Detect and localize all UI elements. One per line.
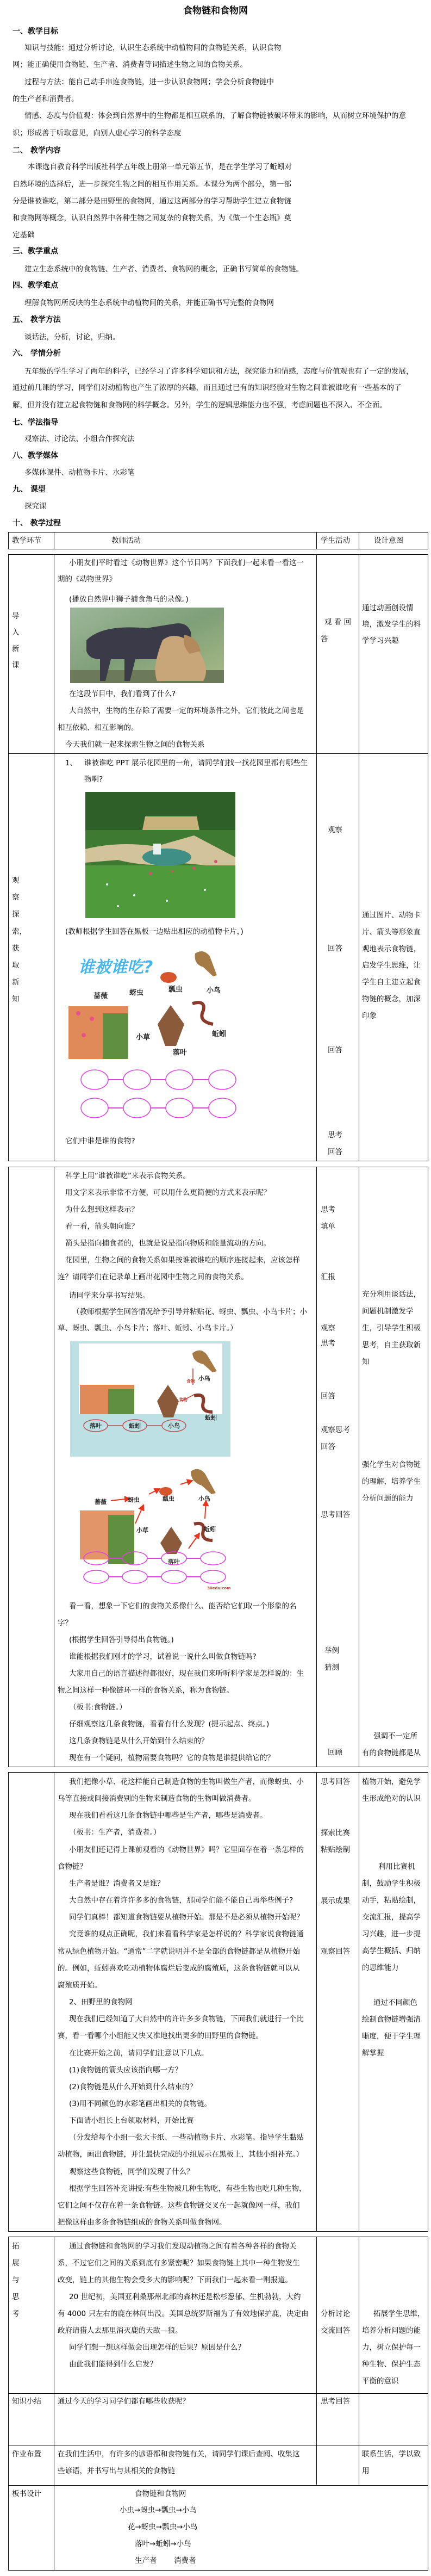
chain-slot-circle bbox=[81, 1070, 108, 1089]
section-heading: 八、教学媒体 bbox=[13, 451, 58, 460]
chain-slot-circle bbox=[209, 1098, 236, 1118]
empty-food-chain-circles bbox=[76, 1066, 239, 1120]
page-title: 食物链和食物网 bbox=[183, 5, 248, 16]
section-heading: 五、 教学方法 bbox=[13, 315, 61, 324]
text-line: 通过食物链和食物网的学习我们发现动植物之间有着各种各样的食物关 bbox=[69, 2242, 297, 2251]
design-line: 利用比赛机 bbox=[378, 1862, 415, 1871]
text-line: （分发给每个小组一张大卡纸、一些动植物卡片、水彩笔。指导学生黏贴 bbox=[69, 2133, 304, 2142]
text-line: 改变，链上的其他生物会受多大的影响呢？下面我们一起来看一则报道。 bbox=[58, 2276, 292, 2284]
design-line: 培养分析问题的能 bbox=[362, 2326, 421, 2335]
design-line: 强调不一定所 bbox=[373, 1732, 417, 1741]
text-line: （板书:食物链。） bbox=[69, 1703, 127, 1712]
board-producer: 生产者 bbox=[135, 2556, 157, 2565]
text-line: 看一看，箭头朝向谁？ bbox=[65, 1222, 139, 1231]
design-line: 学生自主建立起食 bbox=[362, 978, 421, 987]
design-text bbox=[362, 1286, 421, 1371]
text-line: 花园里，生物之间的食物关系如果按谁被谁吃的顺序连接起来，应该怎样 bbox=[65, 1256, 300, 1265]
web-label: 小鸟 bbox=[198, 1495, 210, 1502]
chain-arrow-label: 食物 bbox=[186, 1379, 195, 1384]
text-line: 理解食物网所反映的生态系统中动植物间的关系，并能正确书写完整的食物网 bbox=[24, 299, 274, 307]
design-line: 种生物、保护生态 bbox=[362, 2360, 421, 2369]
text-line: （板书：生产者，消费者。） bbox=[69, 1828, 161, 1837]
section-heading: 二、 教学内容 bbox=[13, 146, 61, 155]
design-text bbox=[362, 1728, 421, 1762]
text-line: 些谚语，并书写出与其相关的食物链 bbox=[58, 2467, 175, 2475]
design-line: 强化学生对食物链 bbox=[362, 1460, 421, 1469]
stage-label: 拓展与思考 bbox=[12, 2242, 20, 2318]
chain-node: 小鸟 bbox=[168, 1422, 180, 1429]
card-label: 小草 bbox=[136, 1033, 151, 1042]
section-heading: 四、教学难点 bbox=[13, 281, 58, 290]
design-line: 拓展学生思维， bbox=[373, 2309, 425, 2318]
food-chain-example-image bbox=[70, 1341, 230, 1457]
board-title: 食物链和食物网 bbox=[135, 2490, 186, 2498]
text-line: 常从绿色植物开始。“通常”二字就说明并不是全部的食物链都是从植物开始 bbox=[58, 1947, 300, 1956]
design-line: 通过动画创设情 bbox=[362, 604, 414, 612]
student-activity: 观察 bbox=[321, 1324, 335, 1333]
chain-slot-circle bbox=[166, 1070, 193, 1089]
stage-label: 作业布置 bbox=[12, 2450, 41, 2459]
design-line: 制，鼓励学生积极 bbox=[362, 1879, 421, 1888]
text-line: 腐殖质开始。 bbox=[58, 1980, 102, 1990]
design-line: 联系生活，学以致 bbox=[362, 2450, 421, 2459]
section-heading: 三、教学重点 bbox=[13, 247, 58, 256]
header-student: 学生活动 bbox=[321, 536, 350, 545]
garden-photo bbox=[85, 792, 235, 918]
text-line: 我们把像小草、花这样能自己制造食物的生物叫做生产者，而像蚜虫、小 bbox=[69, 1778, 304, 1786]
chain-slot-circle bbox=[123, 1070, 151, 1089]
stage-label: 知识小结 bbox=[12, 2397, 41, 2406]
design-text bbox=[362, 1995, 421, 2062]
text-line: 的生产者和消费者。 bbox=[13, 95, 79, 103]
chain-slot-circle bbox=[209, 1070, 236, 1089]
text-line: 为什么想到这样表示？ bbox=[65, 1205, 139, 1214]
student-activity: 探索比赛 bbox=[321, 1829, 350, 1837]
student-activity: 汇报 bbox=[321, 1273, 335, 1281]
text-line: 大自然中存在着许许多多的食物链，那同学们能不能自己再举些例子? bbox=[69, 1896, 293, 1905]
design-text bbox=[362, 1859, 421, 1977]
web-label: 蚜虫 bbox=[128, 1496, 140, 1503]
student-activity: 交流回答 bbox=[321, 2326, 350, 2335]
board-chain: 花→蚜虫→瓢虫→小鸟 bbox=[128, 2523, 198, 2531]
text-line: 本课选自教育科学出版社科学五年级上册第一单元第五节，是在学生学习了蚯蚓对 bbox=[28, 163, 292, 171]
text-line: 相互依赖、相互影响的。 bbox=[58, 723, 139, 732]
table-header bbox=[8, 532, 428, 549]
design-line: 生，引导学生积极 bbox=[362, 1324, 421, 1333]
student-activity: 观察回答 bbox=[321, 1947, 350, 1956]
text-line: 字？ bbox=[58, 1619, 72, 1627]
text-line: 期的《动物世界》 bbox=[58, 575, 116, 584]
text-line: 同学们真棒！都知道食物链要从植物开始。那是不是必须从植物开始呢？ bbox=[69, 1913, 304, 1922]
design-text bbox=[362, 2306, 425, 2390]
text-line: 多媒体课件、动植物卡片、水彩笔 bbox=[24, 468, 135, 477]
board-consumer: 消费者 bbox=[174, 2556, 196, 2565]
student-activity: 思考回答 bbox=[321, 2397, 350, 2406]
student-activity: 粘贴绘制 bbox=[321, 1846, 350, 1854]
text-line: 物之间这样一种像链环一样的食物关系，称为食物链。 bbox=[58, 1686, 234, 1695]
text-line: 谈话法，分析，讨论，归纳。 bbox=[24, 333, 120, 342]
design-line: 分析问题的能力 bbox=[362, 1494, 414, 1503]
text-line: 现在我们看看这几条食物链中哪些是生产者，哪些是消费者。 bbox=[69, 1811, 267, 1820]
text-line: 知识与技能：通过分析讨论，认识生态系统中动植物间的食物链关系，认识食物 bbox=[24, 44, 282, 52]
chain-node: 蚯蚓 bbox=[129, 1422, 141, 1429]
design-line: 解掌握 bbox=[362, 2049, 384, 2058]
text-line: 在比赛开始之前，请同学们注意以下几点。 bbox=[69, 2048, 209, 2058]
stage-label: 导入新课 bbox=[12, 612, 20, 670]
chain-slot-circle bbox=[166, 1098, 193, 1118]
section-heading: 七、学法指导 bbox=[13, 418, 58, 427]
text-line: (2)食物链是从什么开始到什么结束的？ bbox=[69, 2082, 197, 2091]
text-line: (1)食物链的箭头应该指向哪一方？ bbox=[69, 2065, 183, 2075]
design-line: 绘制食物链增强清 bbox=[362, 2015, 421, 2024]
text-line: 小朋友们还记得上课前观看的《动物世界》吗？它里面存在着一条怎样的 bbox=[69, 1845, 304, 1854]
design-line: 植物开始，避免学 bbox=[362, 1778, 421, 1786]
section-heading: 十、 教学过程 bbox=[13, 519, 61, 528]
student-activity: 填单 bbox=[321, 1222, 335, 1231]
web-label: 瓢虫 bbox=[163, 1495, 174, 1502]
text-line: 现在有一个疑问，植物需要食物吗？它的食物是谁提供给它的？ bbox=[69, 1754, 274, 1762]
text-line: 今天我们就一起来探索生物之间的食物关系 bbox=[65, 740, 205, 749]
text-line: 草、蚜虫、瓢虫、小鸟卡片；落叶、蚯蚓、小鸟卡片。） bbox=[58, 1324, 238, 1333]
teacher-text bbox=[58, 1774, 315, 2231]
student-activity: 思考 bbox=[328, 1131, 342, 1140]
text-line: 物啊? bbox=[84, 775, 103, 784]
food-web-image bbox=[70, 1467, 230, 1592]
design-line: 境，激发学生的科 bbox=[362, 620, 421, 629]
text-line: 看一看，想象一下它们的食物关系像什么、能否给它们取一个形象的名 bbox=[69, 1602, 297, 1611]
header-design: 设计意图 bbox=[374, 536, 403, 545]
teacher-text bbox=[58, 1598, 304, 1767]
text-line: 下面请小组长上台领取材料，开始比赛 bbox=[69, 2116, 194, 2126]
stage-label: 观察探索，获取新知 bbox=[12, 876, 27, 1004]
text-line: 谁被谁吃 PPT 展示花园里的一角，请同学们找一找花园里都有哪些生 bbox=[84, 759, 308, 767]
web-label: 蚯蚓 bbox=[204, 1526, 216, 1533]
text-line: 科学上用“谁被谁吃”来表示食物关系。 bbox=[65, 1172, 190, 1180]
text-line: 根据学生回答补充讲授:有些生物被几种生物吃，有些生物也吃几种生物， bbox=[69, 2184, 307, 2193]
design-line: 观地表示食物链， bbox=[362, 944, 421, 953]
card-label: 蔷薇 bbox=[93, 992, 108, 1000]
web-label: 小草 bbox=[136, 1527, 148, 1534]
student-activity: 答 bbox=[321, 635, 328, 643]
card-title: 谁被谁吃? bbox=[78, 958, 153, 977]
design-line: 生形成绝对的认识 bbox=[362, 1794, 421, 1803]
text-line: 由此我们能得到什么启发？ bbox=[69, 2360, 157, 2369]
text-line: 建立生态系统中的食物链、生产者、消费者、食物网的概念，正确书写简单的食物链。 bbox=[24, 265, 303, 274]
text-line: 生产者是谁？消费者又是谁？ bbox=[69, 1879, 165, 1888]
design-line: 动手，粘贴绘制， bbox=[362, 1896, 421, 1905]
chain-slot-circle bbox=[201, 1552, 226, 1565]
student-activity: 回答 bbox=[328, 1046, 342, 1055]
design-line: 高学生概括、归纳 bbox=[362, 1947, 421, 1955]
board-chain: 落叶→蚯蚓→小鸟 bbox=[135, 2540, 191, 2548]
header-teacher: 教师活动 bbox=[111, 536, 141, 545]
student-activity: 回顾 bbox=[328, 1748, 342, 1757]
text-line: 连？请同学们在记录单上画出花园中生物之间的食物关系。 bbox=[58, 1273, 248, 1281]
student-activity: 展示成果 bbox=[321, 1897, 350, 1905]
web-label: 落叶 bbox=[168, 1558, 180, 1565]
student-activity: 回答 bbox=[321, 1442, 335, 1451]
design-line: 通过图片、动物卡 bbox=[362, 911, 421, 920]
watermark-logo: 30edu.com bbox=[207, 1586, 230, 1590]
chain-slot-circle bbox=[161, 1570, 186, 1583]
text-line: 解，但并没有建立起食物链和食物网的科学概念。另外，学生的逻辑思维能力也不强，考虑问题也不深入、不全面。 bbox=[13, 401, 387, 410]
design-line: 习兴趣，进一步提 bbox=[362, 1930, 421, 1939]
text-line: 识；形成善于听取意见，向别人虚心学习的科学态度 bbox=[13, 129, 182, 138]
text-line: 在我们生活中，有许多的谚语都和食物链有关，请同学们课后查阅、收集这 bbox=[58, 2450, 300, 2459]
text-line: 政府请猎人去那里消灭鹿的天敌—狼。 bbox=[58, 2326, 183, 2335]
text-line: 它们之间不仅存在着一条食物链。这些食物链交叉在一起就像网一样，我们 bbox=[58, 2201, 300, 2210]
text-line: 自然环境的选择后，进一步探究生物之间的相互作用关系。本课分为两个部分，第一部 bbox=[13, 180, 291, 189]
text-line: (播放自然界中狮子捕食角马的录像。) bbox=[69, 595, 189, 604]
design-text bbox=[362, 1774, 421, 1807]
stage-label: 板书设计 bbox=[12, 2490, 41, 2498]
text-line: 动植物，画出食物链，并让最快完成的小组展示在黑板上，其他小组补充。） bbox=[58, 2150, 304, 2159]
text-line: 定基础 bbox=[13, 231, 35, 239]
student-activity: 思考 bbox=[321, 1339, 335, 1348]
student-activity: 思考回答 bbox=[321, 1510, 350, 1519]
design-line: 用 bbox=[362, 2467, 370, 2475]
design-line: 通过不同颜色 bbox=[373, 1998, 417, 2007]
text-line: 探究课 bbox=[24, 502, 47, 511]
design-text bbox=[362, 1457, 421, 1507]
design-line: 片、箭头等形象直 bbox=[362, 927, 421, 937]
text-line: 2、田野里的食物网 bbox=[69, 1998, 133, 2007]
student-activity: 猜测 bbox=[324, 1663, 339, 1672]
text-line: 现在我们已经知道了大自然中的许许多多食物链，下面我们就进行一个比 bbox=[69, 2015, 304, 2024]
chain-slot-circle bbox=[81, 1098, 108, 1118]
text-line: 在这段节目中，我们看到了什么? bbox=[69, 690, 176, 698]
text-line: (根据学生回答引导得出食物链。) bbox=[69, 1636, 174, 1644]
text-line: 大家用自己的语言描述得都很好，现在我们来听听科学家是怎样说的：生 bbox=[69, 1669, 304, 1678]
section-heading: 九、 课型 bbox=[13, 485, 46, 494]
text-line: 它们中谁是谁的食物? bbox=[65, 1137, 135, 1145]
text-line: 分是谁被谁吃，第二部分是田野里的食物网，通过这两部分的学习帮助学生建立食物链 bbox=[13, 197, 291, 206]
who-eats-whom-cards-image bbox=[67, 943, 230, 1059]
text-line: 仔细观察这几条食物链，看看有什么发现？(提示起点、终点。) bbox=[69, 1720, 270, 1729]
text-line: 和食物网等概念，认识自然界中各种生物之间复杂的食物关系，为《做一个生态瓶》奠 bbox=[13, 214, 291, 222]
design-line: 问题机制激发学 bbox=[362, 1307, 414, 1316]
lion-hunting-wildebeest-photo bbox=[70, 608, 224, 683]
card-label: 小鸟 bbox=[207, 987, 221, 995]
text-line: 观察这些食物链，同学们发现了什么？ bbox=[69, 2167, 194, 2176]
text-line: 谁能根据我们刚才的学习，试着说一说什么叫做食物链吗? bbox=[69, 1652, 257, 1661]
design-line: 的理解，培养学生 bbox=[362, 1477, 421, 1486]
text-line: 情感、态度与价值观：体会到自然界中的生物都是相互联系的，了解食物链被破坏带来的影响，从而树立环境保护的意 bbox=[24, 112, 406, 120]
student-activity: 观察 bbox=[328, 826, 342, 834]
teacher-text bbox=[58, 2238, 320, 2373]
card-label: 瓢虫 bbox=[168, 986, 183, 994]
list-number: 1、 bbox=[65, 759, 78, 767]
student-activity: 举例 bbox=[324, 1646, 339, 1655]
chain-label: 蚯蚓 bbox=[205, 1414, 217, 1421]
text-line: （教师根据学生回答情况给予引导并粘贴花、蚜虫、瓢虫、小鸟卡片；小 bbox=[72, 1308, 307, 1316]
text-line: 有 4000 只左右的鹿在林间出没。美国总统罗斯福为了有效地保护鹿，决定由 bbox=[58, 2309, 309, 2318]
text-line: 五年级的学生学习了两年的科学，已经学习了许多科学知识和方法，探究能力和情感，态度与价值观也有了一定的发展， bbox=[24, 367, 414, 376]
section-heading: 六、 学情分析 bbox=[13, 349, 61, 358]
design-text bbox=[362, 907, 421, 1025]
design-line: 交流汇报，提高学 bbox=[362, 1913, 421, 1922]
design-line: 的思维能力 bbox=[362, 1964, 399, 1972]
design-line: 晰度，便于学生理 bbox=[362, 2032, 421, 2041]
student-activity: 回答 bbox=[328, 1148, 342, 1156]
student-activity: 回答 bbox=[321, 1392, 335, 1401]
student-activity: 观察思考 bbox=[321, 1426, 350, 1434]
design-line: 学学习兴趣 bbox=[362, 636, 399, 645]
text-line: 把像这样由多条食物链组成的食物关系叫做食物网。 bbox=[58, 2218, 227, 2227]
design-line: 平衡的意识 bbox=[362, 2377, 399, 2386]
text-line: 同学们想一想这样做会出现怎样的后果？原因是什么？ bbox=[69, 2343, 245, 2352]
student-activity: 观 看 回 bbox=[324, 618, 352, 627]
student-activity: 分析讨论 bbox=[321, 2309, 350, 2318]
text-line: 究竟谁的观点正确呢，我们来看看科学家是怎样说的？科学家说食物链通 bbox=[69, 1930, 304, 1939]
design-line: 启发学生思维，让 bbox=[362, 961, 421, 970]
design-line: 有的食物链都是从 bbox=[362, 1749, 421, 1757]
chain-arrow-label: 食物 bbox=[179, 1397, 188, 1402]
student-activity: 回答 bbox=[328, 944, 342, 953]
text-line: 用文字来表示非常不方便，可以用什么更简便的方式来表示呢？ bbox=[65, 1188, 271, 1197]
board-chain: 小虫→蚜虫→瓢虫→小鸟 bbox=[120, 2506, 197, 2515]
text-line: 通过今天的学习同学们都有哪些收获呢？ bbox=[58, 2397, 190, 2406]
text-line: (教师根据学生回答在黑板一边贴出相应的动植物卡片，) bbox=[65, 927, 243, 936]
design-line: 知 bbox=[362, 1358, 370, 1366]
text-line: 食物链？ bbox=[58, 1862, 87, 1871]
text-line: 大自然中，生物的生存除了需要一定的环境条件之外，它们彼此之间也是 bbox=[69, 707, 304, 715]
web-label: 蔷薇 bbox=[95, 1498, 107, 1506]
chain-slot-circle bbox=[84, 1570, 109, 1583]
card-label: 蚯蚓 bbox=[212, 1030, 227, 1038]
design-line: 物链的概念，加深 bbox=[362, 994, 421, 1004]
chain-label: 小鸟 bbox=[198, 1375, 210, 1382]
card-label: 蚜虫 bbox=[129, 989, 144, 997]
design-line: 力，树立保护每一 bbox=[362, 2343, 421, 2352]
design-line: 思考，自主获取新 bbox=[362, 1341, 421, 1349]
text-line: 请同学来分享书写结果。 bbox=[69, 1291, 150, 1300]
text-line: 系，不过它们之间的关系到底有多紧密呢？如果食物链上其中一种生物发生 bbox=[58, 2259, 300, 2268]
chain-node: 落叶 bbox=[90, 1422, 102, 1429]
card-label: 落叶 bbox=[173, 1049, 188, 1057]
text-line: 20 世纪初，美国亚利桑那州北部的森林还是松杉葱郁、生机勃勃，大约 bbox=[69, 2293, 301, 2301]
teacher-text bbox=[58, 1168, 300, 1286]
text-line: 赛，看一看哪个小组能又快又准地找出更多的田野里的食物链。 bbox=[58, 2032, 263, 2041]
text-line: 箭头是指向捕食者的，也就是说是指向物质和能量流动的方向。 bbox=[65, 1239, 271, 1248]
text-line: 网；能正确使用食物链、生产者、消费者等词描述生物之间的食物关系。 bbox=[13, 60, 247, 69]
chain-slot-circle bbox=[122, 1570, 147, 1583]
chain-slot-circle bbox=[201, 1570, 226, 1583]
design-line: 充分利用谈话法， bbox=[362, 1290, 421, 1299]
text-line: 通过前几课的学习，同学们对动植物也产生了浓厚的兴趣，而且通过已有的知识经验对生物之间谁被谁吃有一些基本的了 bbox=[13, 383, 402, 392]
text-line: (3)用不同颜色的水彩笔画出相关的食物链。 bbox=[69, 2099, 212, 2108]
student-activity: 思考 bbox=[321, 1205, 335, 1214]
student-activity: 思考回答 bbox=[321, 1778, 350, 1786]
text-line: 小朋友们平时看过《动物世界》这个节目吗？下面我们一起来看一看这一 bbox=[69, 559, 304, 567]
text-line: 的。例如，蚯蚓喜欢吃动植物体腐烂后变成的腐殖质，这条食物链就可以从 bbox=[58, 1964, 300, 1973]
header-stage: 教学环节 bbox=[12, 536, 41, 545]
design-line: 印象 bbox=[362, 1011, 377, 1020]
text-line: 乌等直接或间接消费别的生物来制造食物的生物叫做消费者。 bbox=[58, 1794, 256, 1804]
section-heading: 一、教学目标 bbox=[13, 27, 58, 36]
text-line: 观察法、讨论法、小组合作探究法 bbox=[24, 435, 135, 443]
text-line: 这几条食物链是从什么开始到什么结束的？ bbox=[69, 1737, 209, 1745]
chain-slot-circle bbox=[123, 1098, 151, 1118]
text-line: 过程与方法：能自己动手串连食物链，进一步认识食物网；学会分析食物链中 bbox=[24, 78, 274, 86]
